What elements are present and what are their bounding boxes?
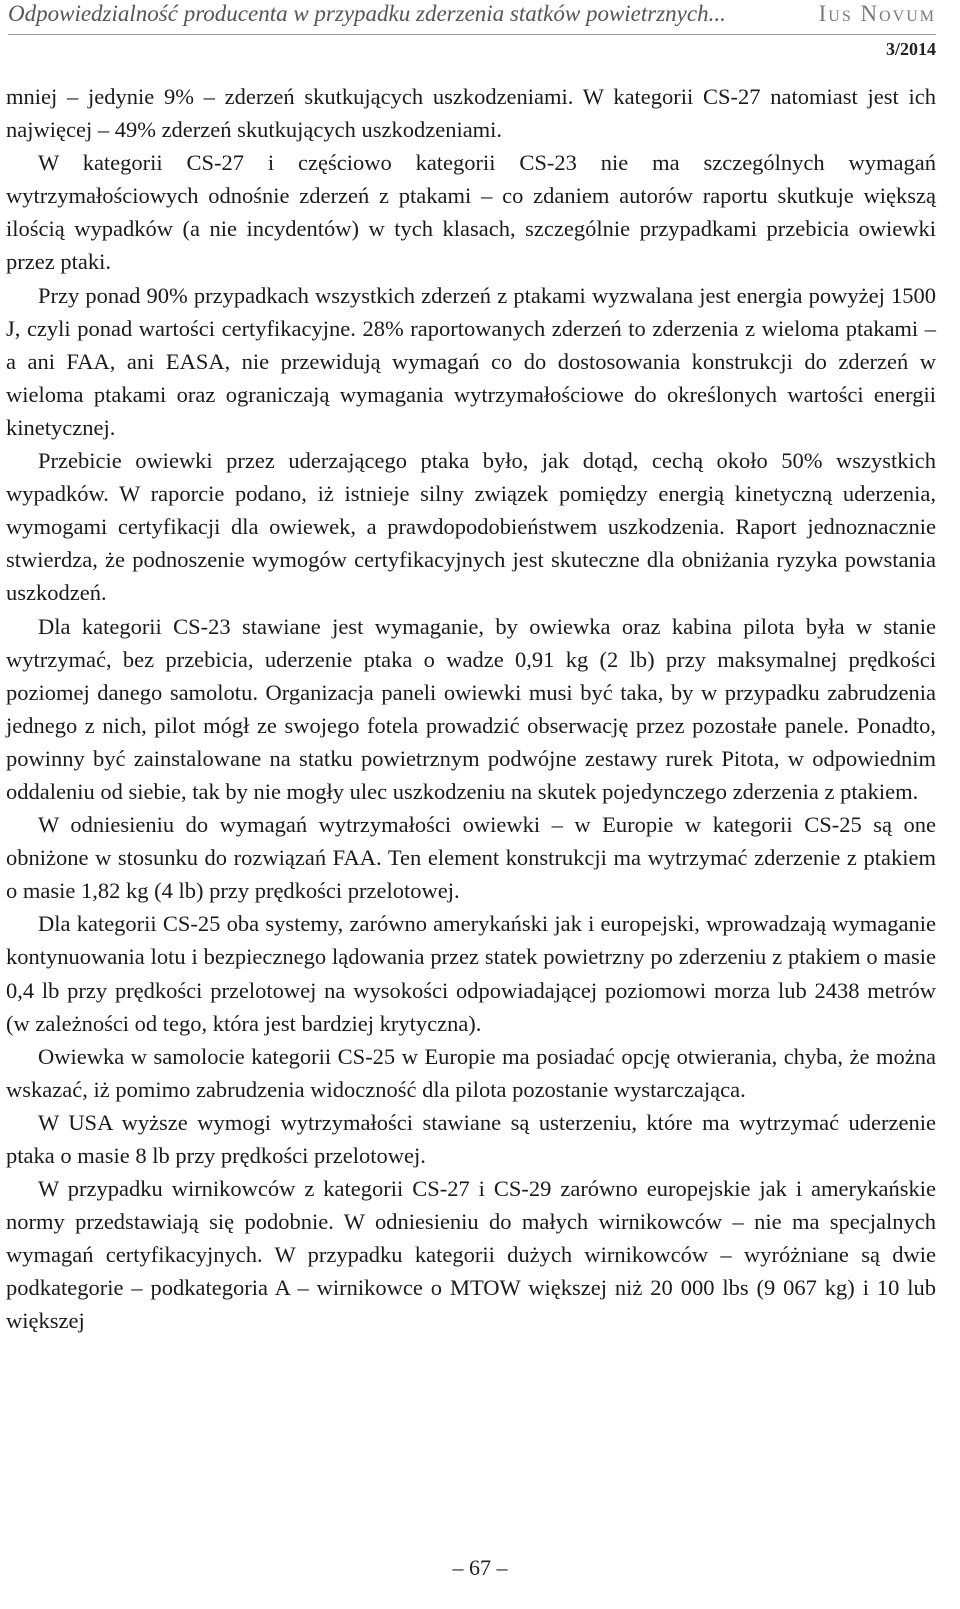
paragraph: W kategorii CS-27 i częściowo kategorii CS-23 nie ma szczególnych wymagań wytrzymałościowych odnośnie zderzeń z ptakami – co zdaniem autorów raportu skutkuje większą ilością wypadków (a nie incydentów) w tych klasach, szczególnie przypadkami przebicia owiewki przez ptaki. — [6, 150, 936, 275]
article-body — [6, 80, 936, 1338]
paragraph: W USA wyższe wymogi wytrzymałości stawiane są usterzeniu, które ma wytrzymać uderzenie ptaka o masie 8 lb przy prędkości przelotowej. — [6, 1109, 936, 1168]
paragraph: Przebicie owiewki przez uderzającego ptaka było, jak dotąd, cechą około 50% wszystkich wypadków. W raporcie podano, iż istnieje silny związek pomiędzy energią kinetyczną uderzenia, wymogami certyfikacji dla owiewek, a prawdopodobieństwem uszkodzenia. Raport jednoznacznie stwierdza, że podnoszenie wymogów certyfikacyjnych jest skuteczne dla obniżania ryzyka powstania uszkodzeń. — [6, 448, 936, 606]
paragraph: Owiewka w samolocie kategorii CS-25 w Europie ma posiadać opcję otwierania, chyba, że można wskazać, iż pomimo zabrudzenia widoczność dla pilota pozostanie wystarczająca. — [6, 1043, 936, 1102]
paragraph: Dla kategorii CS-25 oba systemy, zarówno amerykański jak i europejski, wprowadzają wymaganie kontynuowania lotu i bezpiecznego lądowania przez statek powietrzny po zderzeniu z ptakiem o masie 0,4 lb przy prędkości przelotowej na wysokości odpowiadającej poziomowi morza lub 2438 metrów (w zależności od tego, która jest bardziej krytyczna). — [6, 911, 936, 1036]
header-divider — [8, 34, 936, 35]
issue-number: 3/2014 — [885, 39, 936, 59]
journal-name: Ius Novum — [818, 1, 936, 26]
running-header-title: Odpowiedzialność producenta w przypadku zderzenia statków powietrznych... — [8, 1, 726, 26]
paragraph: Dla kategorii CS-23 stawiane jest wymaganie, by owiewka oraz kabina pilota była w stanie wytrzymać, bez przebicia, uderzenie ptaka o wadze 0,91 kg (2 lb) przy maksymalnej prędkości poziomej danego samolotu. Organizacja paneli owiewki musi być taka, by w przypadku zabrudzenia jednego z nich, pilot mógł ze swojego fotela prowadzić obserwację przez pozostałe panele. Ponadto, powinny być zainstalowane na statku powietrznym podwójne zestawy rurek Pitota, w odpowiednim oddaleniu od siebie, tak by nie mogły ulec uszkodzeniu na skutek pojedynczego zderzenia z ptakiem. — [6, 613, 936, 804]
paragraph: W odniesieniu do wymagań wytrzymałości owiewki – w Europie w kategorii CS-25 są one obniżone w stosunku do rozwiązań FAA. Ten element konstrukcji ma wytrzymać zderzenie z ptakiem o masie 1,82 kg (4 lb) przy prędkości przelotowej. — [6, 812, 936, 904]
page-number: – 67 – — [452, 1555, 508, 1580]
paragraph-continuation: mniej – jedynie 9% – zderzeń skutkujących uszkodzeniami. W kategorii CS-27 natomiast jest ich najwięcej – 49% zderzeń skutkujących uszkodzeniami. — [6, 84, 936, 143]
paragraph: Przy ponad 90% przypadkach wszystkich zderzeń z ptakami wyzwalana jest energia powyżej 1500 J, czyli ponad wartości certyfikacyjne. 28% raportowanych zderzeń to zderzenia z wieloma ptakami – a ani FAA, ani EASA, nie przewidują wymagań co do dostosowania konstrukcji do zderzeń w wieloma ptakami oraz ograniczają wymagania wytrzymałościowe do określonych wartości energii kinetycznej. — [6, 282, 936, 440]
paragraph: W przypadku wirnikowców z kategorii CS-27 i CS-29 zarówno europejskie jak i amerykańskie normy przedstawiają się podobnie. W odniesieniu do małych wirnikowców – nie ma specjalnych wymagań certyfikacyjnych. W przypadku kategorii dużych wirnikowców – wyróżniane są dwie podkategorie – podkategoria A – wirnikowce o MTOW większej niż 20 000 lbs (9 067 kg) i 10 lub większej — [6, 1176, 936, 1334]
